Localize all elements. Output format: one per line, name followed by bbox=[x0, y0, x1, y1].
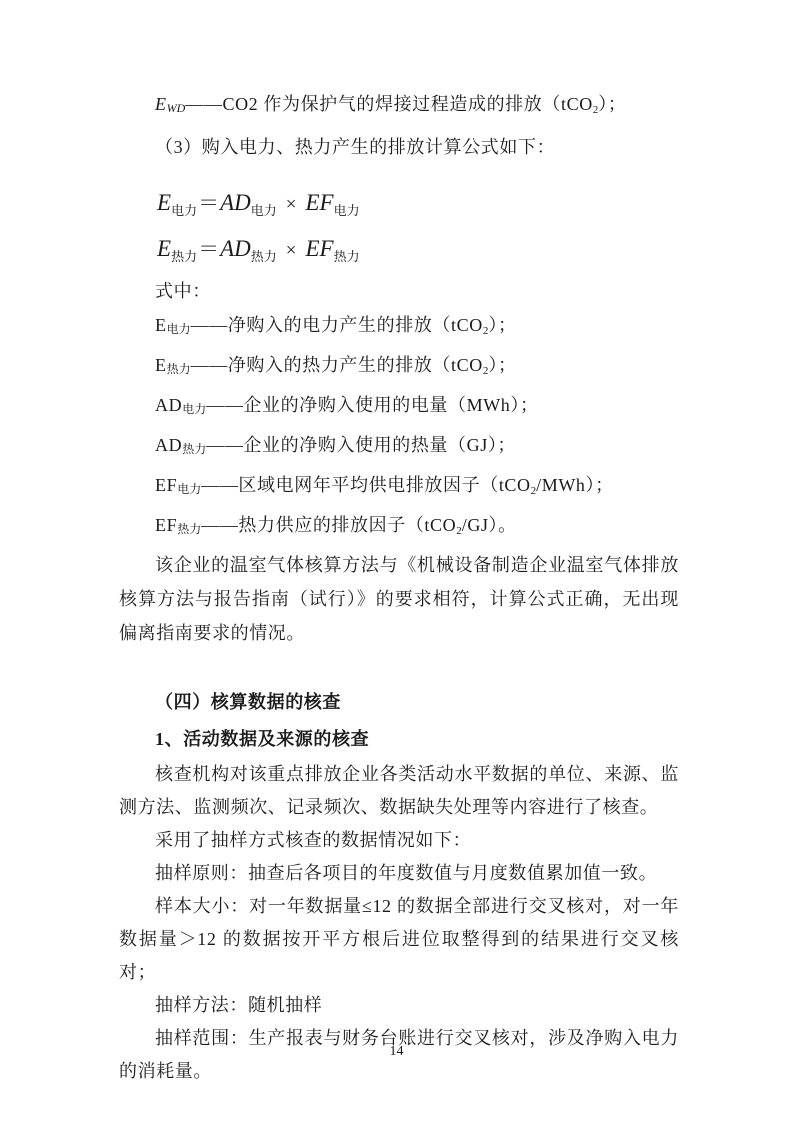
definition-tail: /GJ）。 bbox=[461, 515, 517, 535]
definition-symbol-subscript: 电力 bbox=[166, 322, 191, 336]
section-paragraph: 抽样方法：随机抽样 bbox=[155, 995, 323, 1015]
section-paragraph: 样本大小：对一年数据量≤12 的数据全部进行交叉核对，对一年数据量＞12 的数据按开平方根后进位取整得到的结果进行交叉核对； bbox=[119, 896, 679, 982]
definition-symbol-subscript: 电力 bbox=[177, 482, 202, 496]
definition-symbol-subscript: 热力 bbox=[182, 442, 207, 456]
definition-row bbox=[119, 428, 679, 468]
multiply-sign: × bbox=[285, 240, 297, 261]
formula-factor2: EF bbox=[305, 190, 334, 215]
definition-symbol-subscript: 热力 bbox=[166, 362, 191, 376]
ewd-symbol-subscript: WD bbox=[166, 101, 186, 115]
page-number: 14 bbox=[389, 1044, 404, 1059]
section-subheading: 1、活动数据及来源的核查 bbox=[155, 729, 370, 749]
ewd-definition-tail: ）； bbox=[598, 94, 627, 114]
equals-sign: ＝ bbox=[198, 191, 220, 215]
definition-symbol: E bbox=[155, 315, 167, 335]
formula-factor1: AD bbox=[220, 190, 251, 215]
definition-tail: ）； bbox=[488, 355, 517, 375]
definition-row bbox=[119, 388, 679, 428]
section-heading: （四）核算数据的核查 bbox=[155, 692, 341, 712]
definition-symbol: E bbox=[155, 355, 167, 375]
section-paragraph: 采用了抽样方式核查的数据情况如下： bbox=[155, 830, 472, 850]
item-3-line: （3）购入电力、热力产生的排放计算公式如下： bbox=[155, 137, 556, 157]
subscript-2: 2 bbox=[592, 104, 599, 116]
definition-text: ——净购入的电力产生的排放（tCO bbox=[190, 315, 483, 335]
formula-factor1-subscript: 热力 bbox=[250, 249, 277, 264]
definition-symbol-subscript: 热力 bbox=[177, 522, 202, 536]
section-paragraph: 抽样范围：生产报表与财务台账进行交叉核对，涉及净购入电力的消耗量。 bbox=[119, 1028, 679, 1081]
multiply-sign: × bbox=[285, 194, 297, 215]
subscript-2: 2 bbox=[530, 485, 537, 497]
conclusion-paragraph: 该企业的温室气体核算方法与《机械设备制造企业温室气体排放核算方法与报告指南（试行）》的要求相符，计算公式正确，无出现偏离指南要求的情况。 bbox=[119, 555, 679, 643]
ewd-definition-line bbox=[119, 86, 679, 129]
formula-factor2-subscript: 热力 bbox=[333, 249, 360, 264]
definition-symbol: AD bbox=[155, 395, 183, 415]
definition-text: ——区域电网年平均供电排放因子（tCO bbox=[201, 475, 531, 495]
ewd-symbol: E bbox=[155, 94, 167, 114]
definition-row bbox=[119, 348, 679, 388]
formula-factor2-subscript: 电力 bbox=[333, 203, 360, 218]
section-paragraph: 抽样原则：抽查后各项目的年度数值与月度数值累加值一致。 bbox=[155, 863, 658, 883]
definition-row bbox=[119, 468, 679, 508]
definition-text: ——企业的净购入使用的电量（MWh）； bbox=[206, 395, 539, 415]
formula-factor1-subscript: 电力 bbox=[250, 203, 277, 218]
formula-block bbox=[119, 180, 679, 272]
subscript-2: 2 bbox=[482, 325, 489, 337]
formula-lhs-subscript: 热力 bbox=[171, 249, 198, 264]
definition-symbol-subscript: 电力 bbox=[182, 402, 207, 416]
definition-text: ——净购入的热力产生的排放（tCO bbox=[190, 355, 483, 375]
formula-lhs: E bbox=[157, 190, 172, 215]
definition-row bbox=[119, 308, 679, 348]
definition-row bbox=[119, 508, 679, 548]
definition-text: ——热力供应的排放因子（tCO bbox=[201, 515, 457, 535]
formula-lhs: E bbox=[157, 236, 172, 261]
definition-list bbox=[119, 308, 679, 548]
definition-tail: ）； bbox=[488, 315, 517, 335]
subscript-2: 2 bbox=[456, 525, 462, 537]
formula-factor1: AD bbox=[220, 236, 251, 261]
definition-symbol: AD bbox=[155, 435, 183, 455]
definition-text: ——企业的净购入使用的热量（GJ）； bbox=[206, 435, 517, 455]
formula-electricity bbox=[119, 180, 679, 226]
equals-sign: ＝ bbox=[198, 237, 220, 261]
subscript-2: 2 bbox=[482, 365, 489, 377]
formula-heat bbox=[119, 226, 679, 272]
formula-factor2: EF bbox=[305, 236, 334, 261]
ewd-definition-text: ——CO2 作为保护气的焊接过程造成的排放（tCO bbox=[185, 94, 593, 114]
where-label: 式中： bbox=[155, 281, 211, 301]
definition-symbol: EF bbox=[155, 475, 178, 495]
formula-lhs-subscript: 电力 bbox=[171, 203, 198, 218]
section-body bbox=[119, 758, 679, 1088]
definition-symbol: EF bbox=[155, 515, 178, 535]
section-paragraph: 核查机构对该重点排放企业各类活动水平数据的单位、来源、监测方法、监测频次、记录频次、数据缺失处理等内容进行了核查。 bbox=[119, 764, 679, 817]
definition-tail: /MWh）； bbox=[536, 475, 614, 495]
